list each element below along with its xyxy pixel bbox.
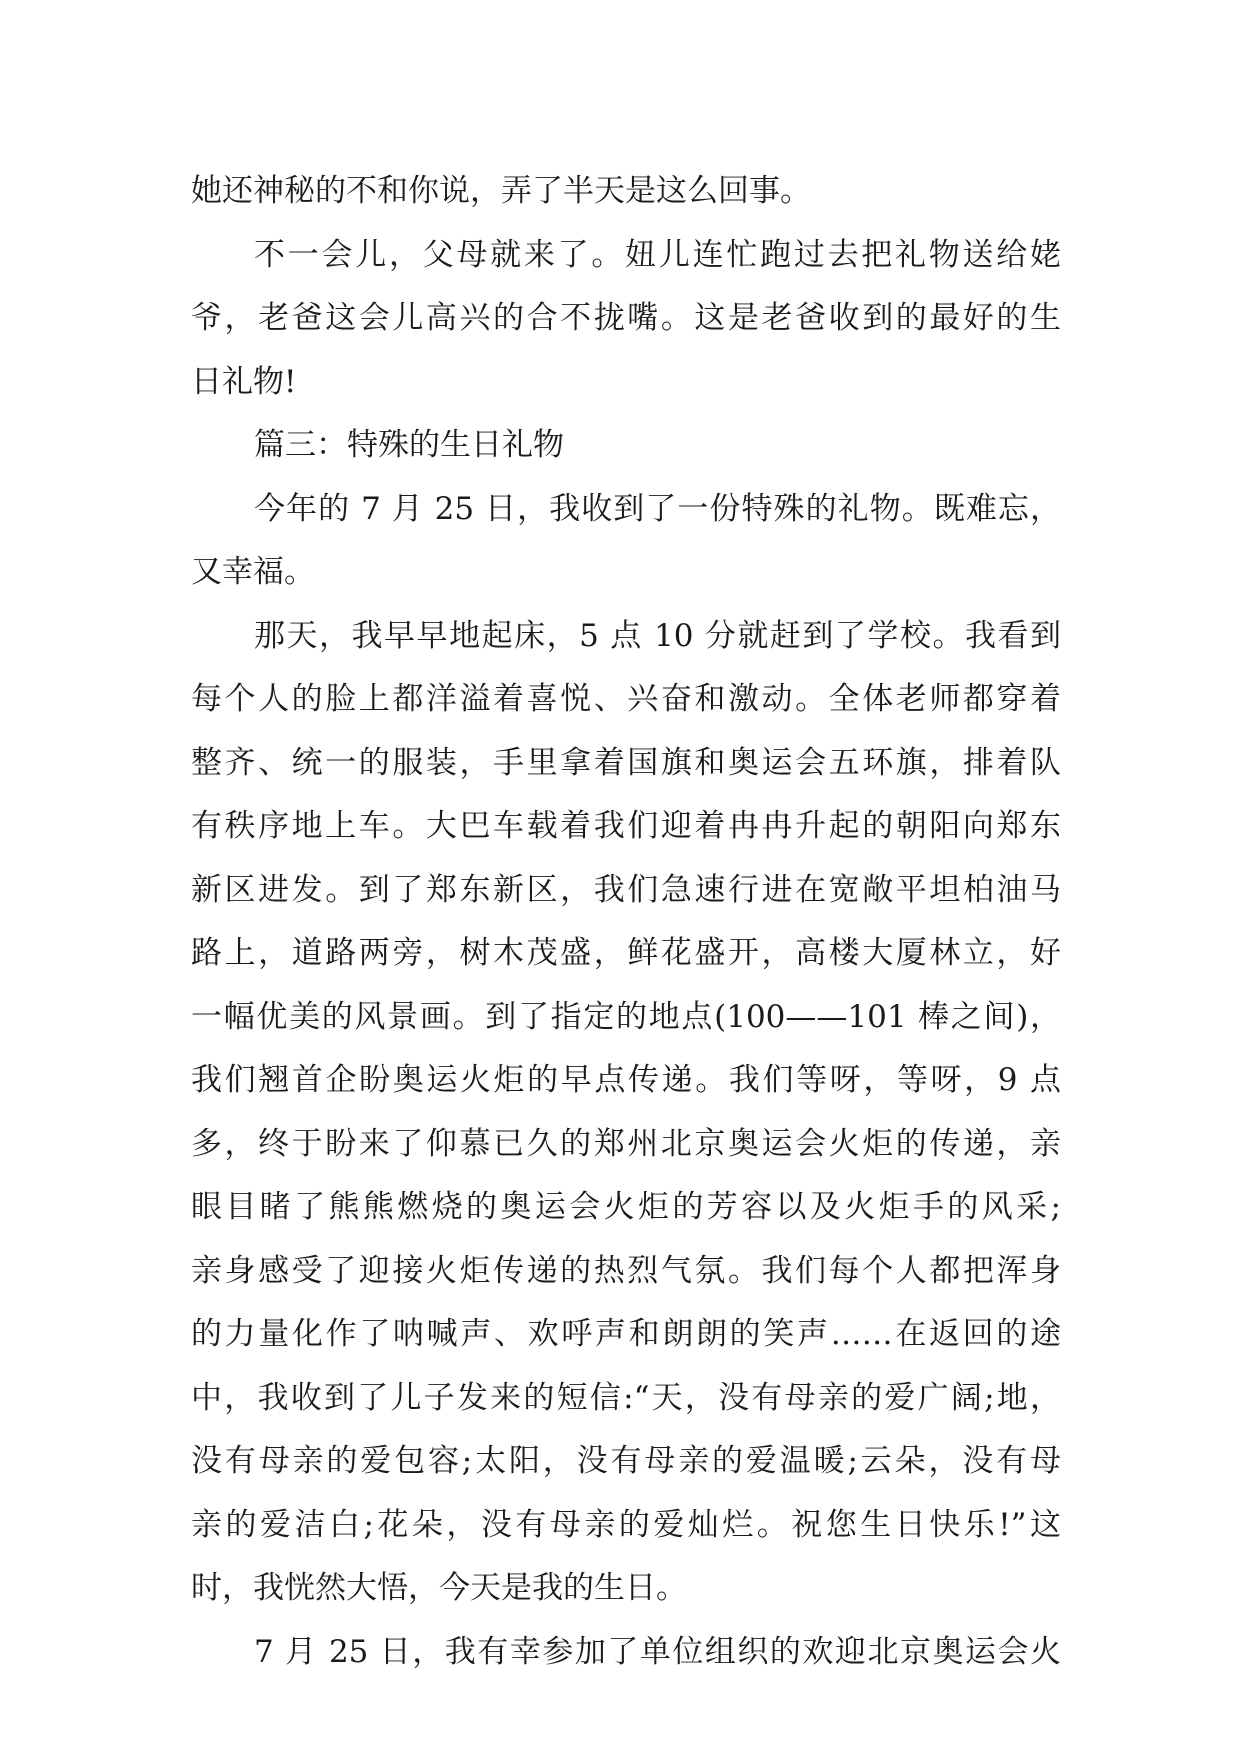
text-line: 亲身感受了迎接火炬传递的热烈气氛。我们每个人都把浑身 — [191, 1252, 1061, 1289]
text-line: 有秩序地上车。大巴车载着我们迎着冉冉升起的朝阳向郑东 — [191, 808, 1061, 844]
text-line: 她还神秘的不和你说，弄了半天是这么回事。 — [191, 173, 811, 209]
text-line: 没有母亲的爱包容;太阳，没有母亲的爱温暖;云朵，没有母 — [191, 1443, 1061, 1479]
text-line: 每个人的脸上都洋溢着喜悦、兴奋和激动。全体老师都穿着 — [191, 681, 1061, 717]
text-line: 亲的爱洁白;花朵，没有母亲的爱灿烂。祝您生日快乐!”这 — [191, 1506, 1061, 1543]
text-line: 眼目睹了熊熊燃烧的奥运会火炬的芳容以及火炬手的风采; — [191, 1189, 1061, 1225]
text-line: 一幅优美的风景画。到了指定的地点(100——101 棒之间)， — [191, 998, 1061, 1035]
text-line: 我们翘首企盼奥运火炬的早点传递。我们等呀，等呀，9 点 — [191, 1062, 1061, 1098]
text-line: 又幸福。 — [191, 554, 315, 590]
text-line: 中，我收到了儿子发来的短信:“天，没有母亲的爱广阔;地， — [191, 1379, 1061, 1416]
text-line: 整齐、统一的服装，手里拿着国旗和奥运会五环旗，排着队 — [191, 744, 1061, 781]
text-line: 多，终于盼来了仰慕已久的郑州北京奥运会火炬的传递，亲 — [191, 1125, 1061, 1162]
paragraph-start-line: 那天，我早早地起床，5 点 10 分就赶到了学校。我看到 — [254, 617, 1061, 654]
text-line: 爷，老爸这会儿高兴的合不拢嘴。这是老爸收到的最好的生 — [191, 300, 1061, 336]
text-line: 日礼物! — [191, 363, 297, 400]
paragraph-start-line: 今年的 7 月 25 日，我收到了一份特殊的礼物。既难忘， — [254, 490, 1061, 527]
text-line: 新区进发。到了郑东新区，我们急速行进在宽敞平坦柏油马 — [191, 871, 1061, 908]
paragraph-start-line: 7 月 25 日，我有幸参加了单位组织的欢迎北京奥运会火 — [254, 1633, 1061, 1670]
text-line: 的力量化作了呐喊声、欢呼声和朗朗的笑声……在返回的途 — [191, 1316, 1061, 1352]
paragraph-start-line: 不一会儿，父母就来了。妞儿连忙跑过去把礼物送给姥 — [254, 236, 1061, 273]
text-line: 时，我恍然大悟，今天是我的生日。 — [191, 1570, 687, 1606]
text-line: 路上，道路两旁，树木茂盛，鲜花盛开，高楼大厦林立，好 — [191, 935, 1061, 971]
body-text — [191, 160, 1061, 1684]
section-heading: 篇三：特殊的生日礼物 — [254, 427, 564, 463]
